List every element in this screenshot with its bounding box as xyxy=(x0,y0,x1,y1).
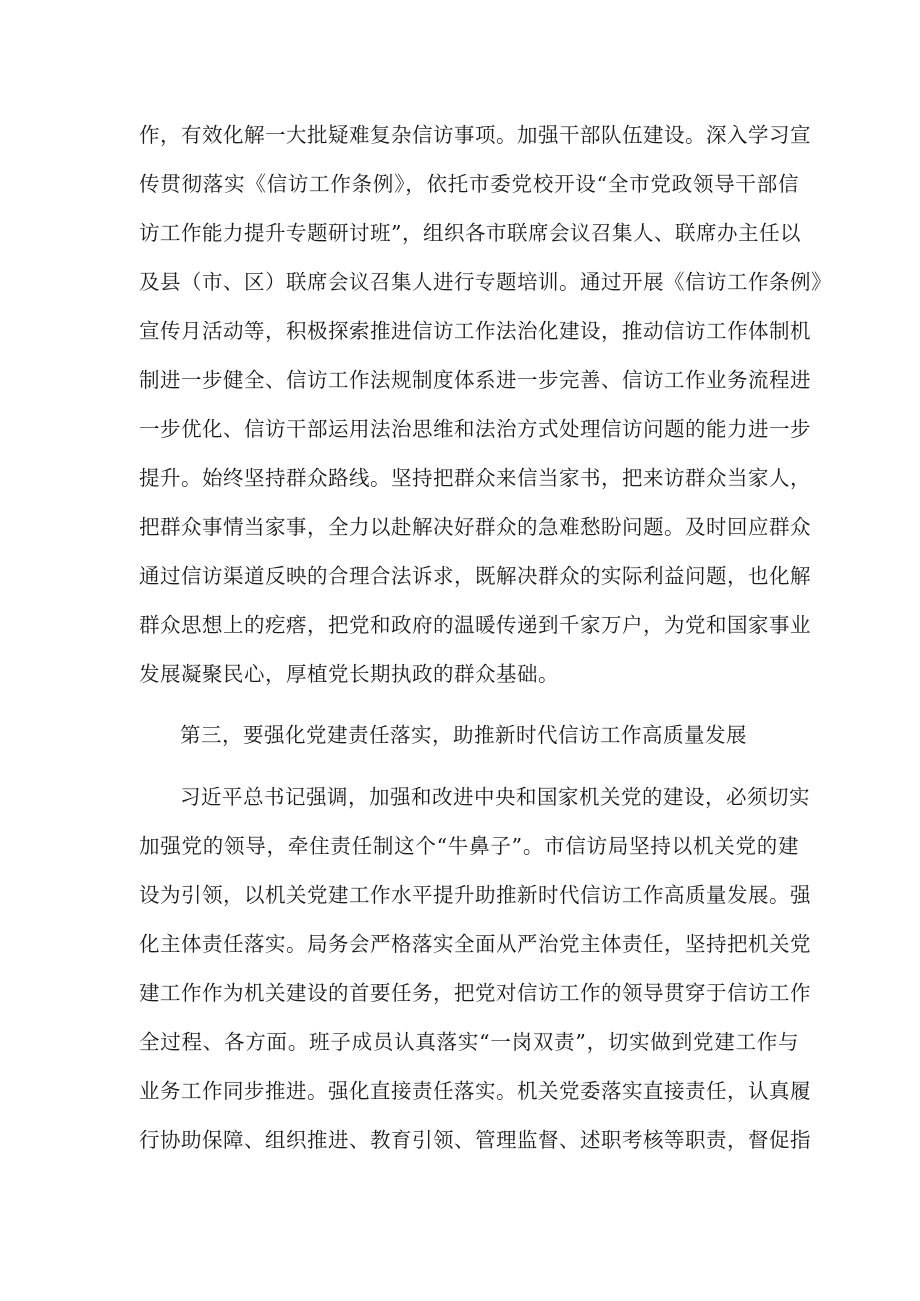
text-line: 群众思想上的疙瘩，把党和政府的温暖传递到千家万户，为党和国家事业 xyxy=(139,613,811,637)
text-line: 设为引领，以机关党建工作水平提升助推新时代信访工作高质量发展。强 xyxy=(139,883,811,907)
text-line: 化主体责任落实。局务会严格落实全面从严治党主体责任，坚持把机关党 xyxy=(139,932,811,956)
text-line: 通过信访渠道反映的合理合法诉求，既解决群众的实际利益问题，也化解 xyxy=(139,564,811,588)
text-line: 习近平总书记强调，加强和改进中央和国家机关党的建设，必须切实 xyxy=(180,785,810,809)
text-line: 作，有效化解一大批疑难复杂信访事项。加强干部队伍建设。深入学习宣 xyxy=(139,123,811,147)
text-line: 全过程、各方面。班子成员认真落实“一岗双责”，切实做到党建工作与 xyxy=(139,1030,799,1054)
text-line: 访工作能力提升专题研讨班”，组织各市联席会议召集人、联席办主任以 xyxy=(139,221,801,245)
text-line: 传贯彻落实《信访工作条例》，依托市委党校开设“全市党政领导干部信 xyxy=(139,172,799,196)
text-line: 提升。始终坚持群众路线。坚持把群众来信当家书，把来访群众当家人， xyxy=(139,466,811,490)
text-line: 及县（市、区）联席会议召集人进行专题培训。通过开展《信访工作条例》 xyxy=(139,270,832,294)
text-line: 把群众事情当家事，全力以赴解决好群众的急难愁盼问题。及时回应群众 xyxy=(139,515,811,539)
text-line: 发展凝聚民心，厚植党长期执政的群众基础。 xyxy=(139,662,559,686)
text-line: 业务工作同步推进。强化直接责任落实。机关党委落实直接责任，认真履 xyxy=(139,1079,811,1103)
text-line: 一步优化、信访干部运用法治思维和法治方式处理信访问题的能力进一步 xyxy=(139,417,811,441)
text-line: 宣传月活动等，积极探索推进信访工作法治化建设，推动信访工作体制机 xyxy=(139,319,811,343)
text-line: 制进一步健全、信访工作法规制度体系进一步完善、信访工作业务流程进 xyxy=(139,368,811,392)
section-heading: 第三，要强化党建责任落实，助推新时代信访工作高质量发展 xyxy=(180,723,747,747)
text-line: 行协助保障、组织推进、教育引领、管理监督、述职考核等职责，督促指 xyxy=(139,1128,811,1152)
text-line: 建工作作为机关建设的首要任务，把党对信访工作的领导贯穿于信访工作 xyxy=(139,981,811,1005)
text-line: 加强党的领导，牵住责任制这个“牛鼻子”。市信访局坚持以机关党的建 xyxy=(139,834,799,858)
